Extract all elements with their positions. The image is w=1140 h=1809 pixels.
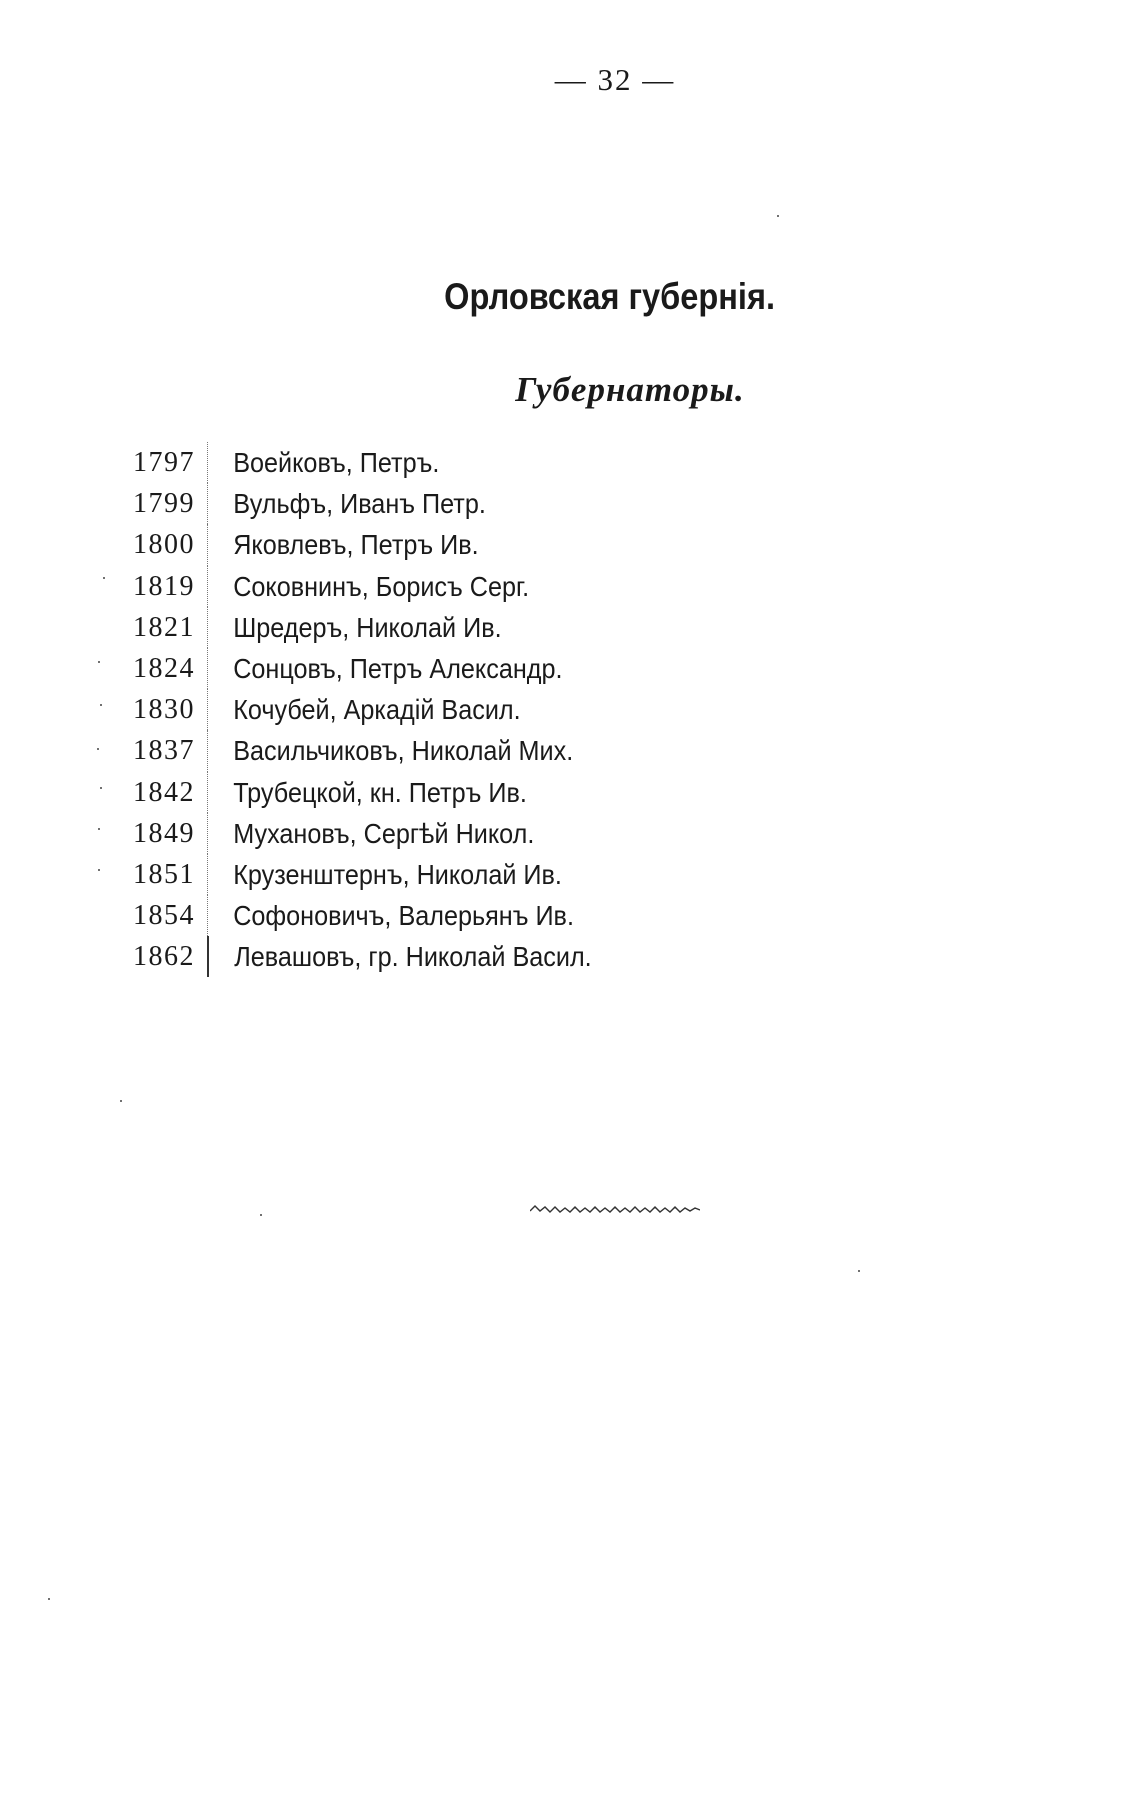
list-item bbox=[110, 483, 810, 524]
scan-speck bbox=[120, 1100, 122, 1102]
scan-speck bbox=[97, 748, 99, 750]
governor-year: 1821 bbox=[110, 607, 208, 648]
governor-year: 1819 bbox=[110, 566, 208, 607]
scan-speck bbox=[100, 787, 102, 789]
scan-speck bbox=[98, 828, 100, 830]
list-item bbox=[110, 730, 810, 771]
governor-year: 1800 bbox=[110, 524, 208, 565]
list-item bbox=[110, 566, 810, 607]
list-item bbox=[110, 648, 810, 689]
scan-speck bbox=[103, 577, 105, 579]
scan-speck bbox=[98, 661, 100, 663]
list-item bbox=[110, 772, 810, 813]
list-item bbox=[110, 895, 810, 936]
governor-year: 1854 bbox=[110, 895, 208, 936]
governor-name: Кочубей, Аркадій Васил. bbox=[233, 694, 521, 726]
list-item bbox=[110, 689, 810, 730]
governor-name: Мухановъ, Сергѣй Никол. bbox=[233, 817, 535, 849]
governor-year: 1824 bbox=[110, 648, 208, 689]
list-item bbox=[110, 854, 810, 895]
governor-name: Левашовъ, гр. Николай Васил. bbox=[234, 941, 592, 973]
list-item bbox=[110, 442, 810, 483]
governor-name: Воейковъ, Петръ. bbox=[233, 447, 440, 478]
governor-name: Соковнинъ, Борисъ Серг. bbox=[233, 570, 530, 602]
governor-year: 1849 bbox=[110, 813, 208, 854]
section-subtitle: Губернаторы. bbox=[515, 370, 745, 409]
page-number: — 32 — bbox=[554, 62, 676, 97]
governor-year: 1842 bbox=[110, 772, 208, 813]
list-item bbox=[110, 607, 810, 648]
governor-year: 1830 bbox=[110, 689, 208, 730]
scan-speck bbox=[48, 1598, 50, 1600]
governor-year: 1862 bbox=[110, 936, 209, 977]
governor-year: 1799 bbox=[110, 483, 208, 524]
governor-year: 1837 bbox=[110, 730, 208, 771]
list-item bbox=[110, 936, 810, 977]
scan-speck bbox=[858, 1270, 860, 1272]
list-item bbox=[110, 524, 810, 565]
governor-name: Яковлевъ, Петръ Ив. bbox=[233, 529, 479, 561]
scan-speck bbox=[98, 869, 100, 871]
governor-name: Сонцовъ, Петръ Александр. bbox=[233, 652, 563, 684]
scan-speck bbox=[100, 704, 102, 706]
scan-speck bbox=[777, 215, 779, 217]
decorative-divider-icon bbox=[530, 1203, 700, 1219]
governor-year: 1797 bbox=[110, 442, 208, 483]
governor-name: Васильчиковъ, Николай Мих. bbox=[233, 735, 574, 767]
governor-name: Шредеръ, Николай Ив. bbox=[233, 611, 502, 643]
scan-speck bbox=[260, 1214, 262, 1216]
governor-name: Вульфъ, Иванъ Петр. bbox=[233, 488, 486, 520]
list-item bbox=[110, 813, 810, 854]
governors-list bbox=[110, 442, 810, 977]
governor-name: Софоновичъ, Валерьянъ Ив. bbox=[233, 900, 574, 932]
governor-name: Крузенштернъ, Николай Ив. bbox=[233, 858, 562, 890]
governor-name: Трубецкой, кн. Петръ Ив. bbox=[233, 776, 527, 808]
section-title: Орловская губернія. bbox=[444, 276, 776, 317]
governor-year: 1851 bbox=[110, 854, 208, 895]
